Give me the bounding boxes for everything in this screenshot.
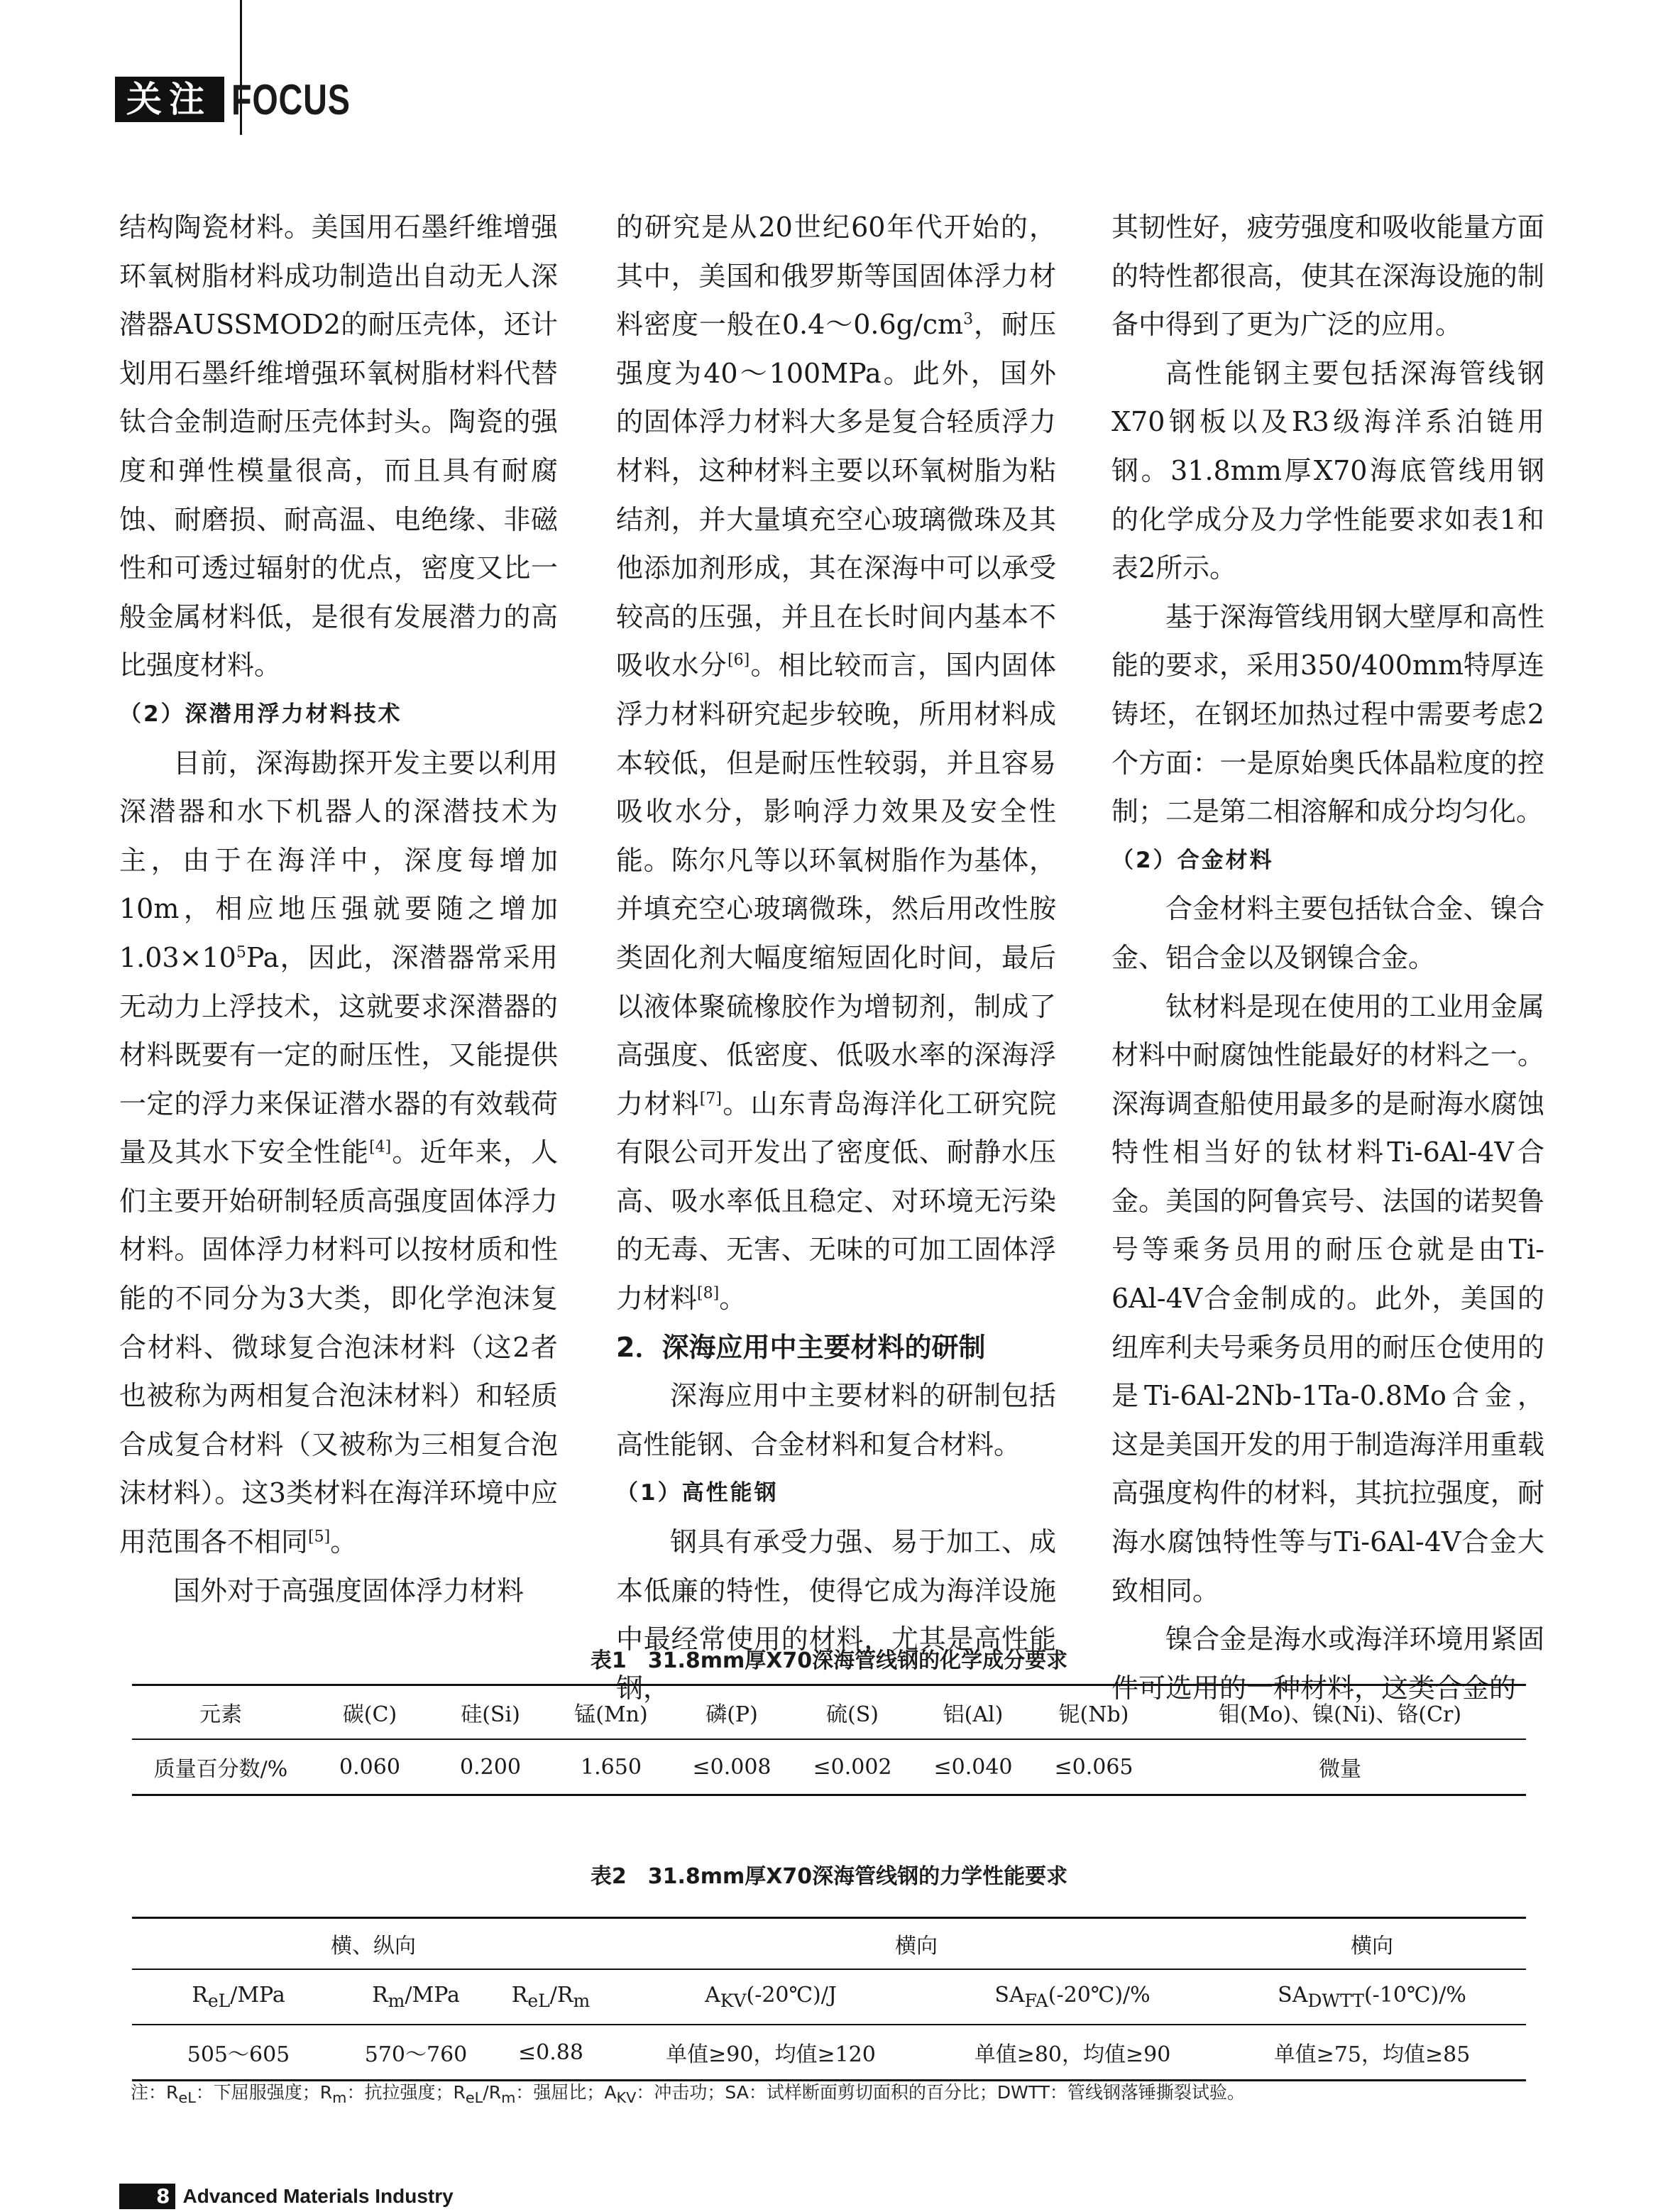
- group-header: 横向: [615, 1918, 1218, 1970]
- citation-6: [6]: [728, 651, 750, 669]
- table-header: $A_{KV}(-20℃)/J$: [615, 1969, 927, 2025]
- section-heading: 2．深海应用中主要材料的研制: [616, 1331, 986, 1363]
- table-cell: 570～760: [364, 2042, 468, 2067]
- table-cell: 单值≥75，均值≥85: [1273, 2042, 1471, 2067]
- table-cell: ≤0.008: [692, 1754, 772, 1780]
- column-2: [616, 203, 1056, 1712]
- table-header: 磷(P): [671, 1685, 792, 1740]
- table-header: 铝(Al): [913, 1685, 1033, 1740]
- table-cell: 0.200: [460, 1754, 521, 1780]
- table-cell: 0.060: [339, 1754, 400, 1780]
- paragraph: 深海应用中主要材料的研制包括高性能钢、合金材料和复合材料。: [616, 1380, 1056, 1460]
- table1-caption: 表1 31.8mm厚X70深海管线钢的化学成分要求: [590, 1648, 1068, 1673]
- paragraph: 基于深海管线用钢大壁厚和高性能的要求，采用350/400mm特厚连铸坯，在钢坯加热过程中需要考虑2个方面：一是原始奥氏体晶粒度的控制；二是第二相溶解和成分均匀化。: [1111, 601, 1544, 828]
- paragraph: 国外对于高强度固体浮力材料: [173, 1575, 525, 1606]
- group-header: 横向: [1218, 1918, 1526, 1970]
- table-cell: ≤0.040: [933, 1754, 1013, 1780]
- table-cell: 单值≥90，均值≥120: [666, 2042, 876, 2067]
- table-note: 注：$R_{eL}$：下屈服强度；$R_m$：抗拉强度；$R_{eL}/R_m$：强屈比；$A_{KV}$：冲击功；SA：试样断面剪切面积的百分比；DWTT：管线钢落锤撕裂试验。: [131, 2082, 1245, 2106]
- citation-7: [7]: [699, 1090, 722, 1108]
- table-header: 铌(Nb): [1033, 1685, 1154, 1740]
- table-cell: ≤0.065: [1054, 1754, 1133, 1780]
- table-cell: 505～605: [187, 2042, 290, 2067]
- table-header: 元素: [132, 1685, 309, 1740]
- journal-name: Advanced Materials Industry: [182, 2185, 454, 2207]
- paragraph: 钢具有承受力强、易于加工、成本低廉的特性，使得它成为海洋设施中最经常使用的材料，尤其是高性能钢，: [616, 1526, 1056, 1704]
- paragraph: 钛材料是现在使用的工业用金属材料中耐腐蚀性能最好的材料之一。深海调查船使用最多的是耐海水腐蚀特性相当好的钛材料Ti-6Al-4V合金。美国的阿鲁宾号、法国的诺契鲁号等乘务员用的耐压仓就是由Ti-6Al-4V合金制成的。此外，美国的纽库利夫号乘务员用的耐压仓使用的是Ti-6Al-2Nb-1Ta-0.8Mo合金，这是美国开发的用于制造海洋用重载高强度构件的材料，其抗拉强度，耐海水腐蚀特性等与Ti-6Al-4V合金大致相同。: [1111, 990, 1544, 1606]
- table-header: 锰(Mn): [551, 1685, 671, 1740]
- paragraph: 高性能钢主要包括深海管线钢X70钢板以及R3级海洋系泊链用钢。31.8mm厚X70海底管线用钢的化学成分及力学性能要求如表1和表2所示。: [1111, 357, 1544, 584]
- paragraph: 结构陶瓷材料。美国用石墨纤维增强环氧树脂材料成功制造出自动无人深潜器AUSSMOD2的耐压壳体，还计划用石墨纤维增强环氧树脂材料代替钛合金制造耐压壳体封头。陶瓷的强度和弹性模量很高，而且具有耐腐蚀、耐磨损、耐高温、电绝缘、非磁性和可透过辐射的优点，密度又比一般金属材料低，是很有发展潜力的高比强度材料。: [119, 212, 558, 681]
- table-cell: 微量: [1319, 1757, 1361, 1782]
- table-header: 碳(C): [309, 1685, 430, 1740]
- column-1: [119, 203, 558, 1615]
- table-header: $SA_{DWTT}(-10℃)/\%$: [1218, 1969, 1526, 2025]
- paragraph: 的研究是从20世纪60年代开始的，其中，美国和俄罗斯等国固体浮力材料密度一般在$0.4\sim 0.6g/cm^3$，耐压强度为40～100MPa。此外，国外的固体浮力材料大多是复合轻质浮力材料，这种材料主要以环氧树脂为粘结剂，并大量填充空心玻璃微珠及其他添加剂形成，其在深海中可以承受较高的压强，并且在长时间内基本不吸收水分[6]。相比较而言，国内固体浮力材料研究起步较晚，所用材料成本较低，但是耐压性较弱，并且容易吸收水分，影响浮力效果及安全性能。陈尔凡等以环氧树脂作为基体，并填充空心玻璃微珠，然后用改性胺类固化剂大幅度缩短固化时间，最后以液体聚硫橡胶作为增韧剂，制成了高强度、低密度、低吸水率的深海浮力材料[7]。山东青岛海洋化工研究院有限公司开发出了密度低、耐静水压高、吸水率低且稳定、对环境无污染的无毒、无害、无味的可加工固体浮力材料[8]。: [616, 212, 1056, 1315]
- table-header: 钼(Mo)、镍(Ni)、铬(Cr): [1154, 1685, 1526, 1740]
- section-banner: [115, 77, 384, 122]
- paragraph: 目前，深海勘探开发主要以利用深潜器和水下机器人的深潜技术为主，由于在海洋中，深度每增加10m，相应地压强就要随之增加$1.03\times 10^5Pa$，因此，深潜器常采用无动力上浮技术，这就要求深潜器的材料既要有一定的耐压性，又能提供一定的浮力来保证潜水器的有效载荷量及其水下安全性能[4]。近年来，人们主要开始研制轻质高强度固体浮力材料。固体浮力材料可以按材质和性能的不同分为3大类，即化学泡沫复合材料、微球复合泡沫材料（这2者也被称为两相复合泡沫材料）和轻质合成复合材料（又被称为三相复合泡沫材料）。这3类材料在海洋环境中应用范围各不相同[5]。: [119, 747, 558, 1558]
- table-cell: ≤0.002: [813, 1754, 892, 1780]
- page-number: 8: [119, 2184, 175, 2209]
- table1: [132, 1684, 1526, 1796]
- group-header: 横、纵向: [132, 1918, 615, 1970]
- section-tag: 关注: [115, 77, 224, 122]
- table-header: $R_m$/MPa: [345, 1969, 487, 2025]
- paragraph: 合金材料主要包括钛合金、镍合金、铝合金以及钢镍合金。: [1111, 893, 1544, 973]
- table2-caption: 表2 31.8mm厚X70深海管线钢的力学性能要求: [590, 1864, 1068, 1889]
- subheading-alloy: （2）合金材料: [1111, 847, 1274, 873]
- subheading-buoyancy: （2）深潜用浮力材料技术: [119, 701, 402, 727]
- column-3: [1111, 203, 1544, 1712]
- table-header: 硅(Si): [430, 1685, 551, 1740]
- citation-5: [5]: [308, 1528, 331, 1546]
- paragraph: 镍合金是海水或海洋环境用紧固件可选用的一种材料，这类合金的: [1111, 1624, 1544, 1704]
- paragraph: 其韧性好，疲劳强度和吸收能量方面的特性都很高，使其在深海设施的制备中得到了更为广泛的应用。: [1111, 212, 1544, 341]
- page-footer: [119, 2184, 454, 2209]
- subheading-steel: （1）高性能钢: [616, 1480, 779, 1506]
- table-header: $R_{eL}/R_m$: [487, 1969, 615, 2025]
- table2: [132, 1917, 1526, 2081]
- table-header: $SA_{FA}(-20℃)/\%$: [927, 1969, 1218, 2025]
- table-cell: 质量百分数/%: [153, 1757, 288, 1782]
- table-header: $R_{eL}$/MPa: [132, 1969, 345, 2025]
- section-title: FOCUS: [231, 75, 351, 124]
- table-cell: 单值≥80，均值≥90: [974, 2042, 1171, 2067]
- citation-8: [8]: [697, 1284, 720, 1303]
- table-header: 硫(S): [792, 1685, 913, 1740]
- table-cell: 1.650: [581, 1754, 642, 1780]
- citation-4: [4]: [369, 1138, 392, 1156]
- table-cell: ≤0.88: [518, 2039, 583, 2065]
